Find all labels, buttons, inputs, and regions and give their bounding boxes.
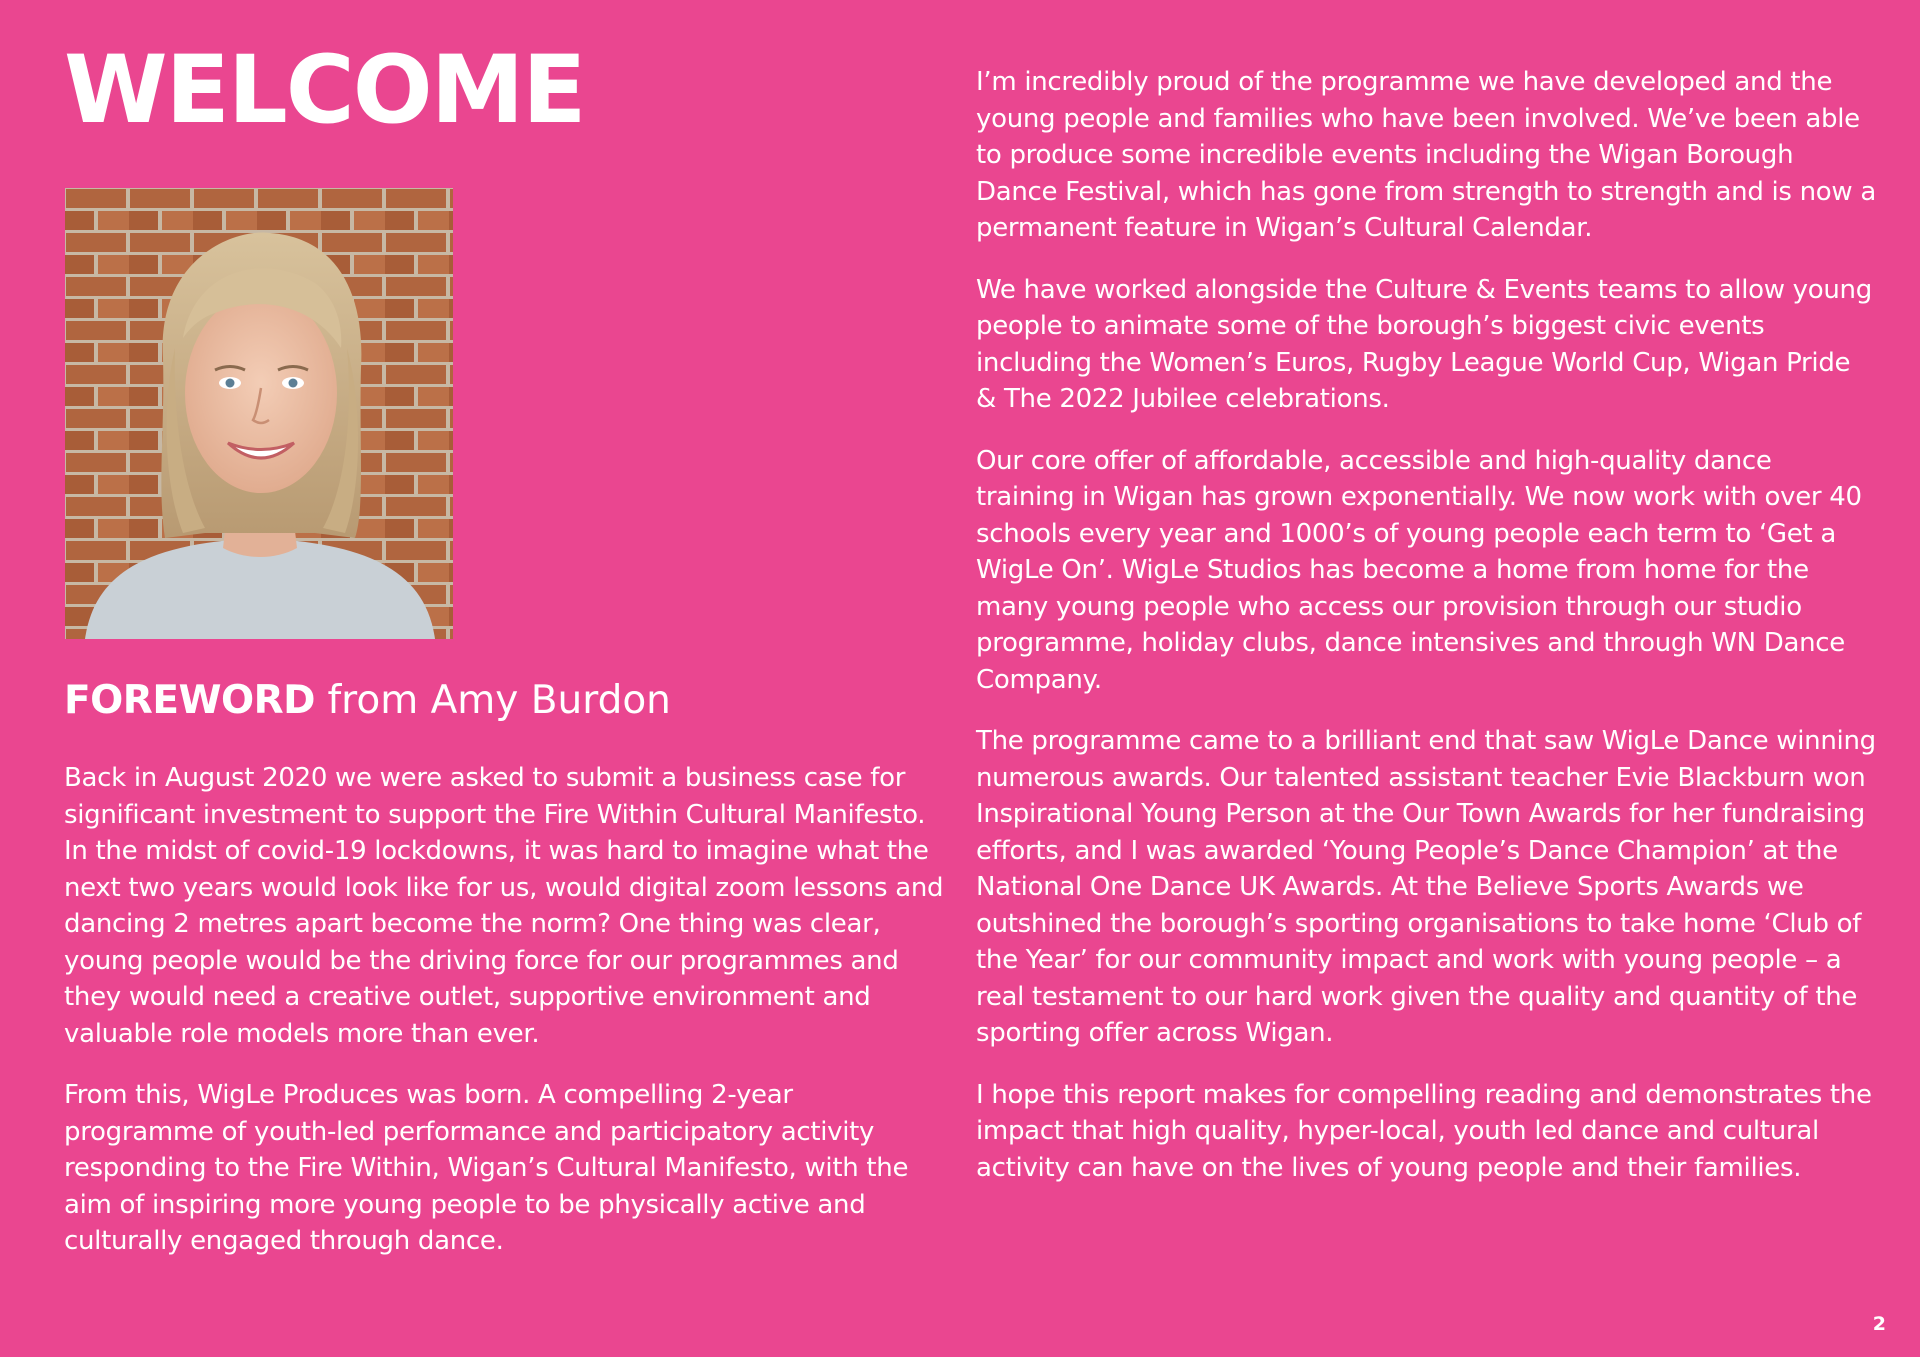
foreword-author: from Amy Burdon bbox=[315, 678, 671, 723]
body-paragraph: I’m incredibly proud of the programme we have developed and the young people and families who have been involved. We’ve been able to produce some incredible events including the Wigan Borough Dance Festival, which has gone from strength to strength and is now a permanent feature in Wigan’s Cultural Calendar. bbox=[976, 67, 1876, 243]
body-paragraph: Our core offer of affordable, accessible and high-quality dance training in Wigan has grown exponentially. We now work with over 40 schools every year and 1000’s of young people each term to ‘Get a WigLe On’. WigLe Studios has become a home from home for the many young people who access our provision through our studio programme, holiday clubs, dance intensives and through WN Dance Company. bbox=[976, 445, 1862, 695]
body-paragraph: The programme came to a brilliant end that saw WigLe Dance winning numerous awards. Our talented assistant teacher Evie Blackburn won Inspirational Young Person at the Our Town Awards for her fundraising efforts, and I was awarded ‘Young People’s Dance Champion’ at the National One Dance UK Awards. At the Believe Sports Awards we outshined the borough’s sporting organisations to take home ‘Club of the Year’ for our community impact and work with young people – a real testament to our hard work given the quality and quantity of the sporting offer across Wigan. bbox=[976, 726, 1876, 1048]
body-paragraph: From this, WigLe Produces was born. A compelling 2-year programme of youth-led performance and participatory activity responding to the Fire Within, Wigan’s Cultural Manifesto, with the aim of inspiring more young people to be physically active and culturally engaged through dance. bbox=[64, 1080, 909, 1256]
portrait-photo bbox=[65, 188, 453, 639]
body-paragraph: Back in August 2020 we were asked to submit a business case for significant investment to support the Fire Within Cultural Manifesto. In the midst of covid-19 lockdowns, it was hard to imagine what the next two years would look like for us, would digital zoom lessons and dancing 2 metres apart become the norm? One thing was clear, young people would be the driving force for our programmes and they would need a creative outlet, supportive environment and valuable role models more than ever. bbox=[64, 763, 944, 1049]
body-paragraph: I hope this report makes for compelling reading and demonstrates the impact that high quality, hyper-local, youth led dance and cultural activity can have on the lives of young people and their families. bbox=[976, 1079, 1872, 1183]
body-paragraph: We have worked alongside the Culture & Events teams to allow young people to animate some of the borough’s biggest civic events including the Women’s Euros, Rugby League World Cup, Wigan Pride & The 2022 Jubilee celebrations. bbox=[976, 274, 1872, 414]
right-text-column bbox=[976, 64, 1876, 1211]
page-number: 2 bbox=[1872, 1313, 1886, 1335]
left-text-column bbox=[64, 760, 944, 1285]
page-title: WELCOME bbox=[64, 36, 585, 145]
foreword-heading bbox=[64, 680, 671, 723]
portrait-illustration bbox=[65, 188, 453, 639]
foreword-label: FOREWORD bbox=[64, 678, 316, 723]
